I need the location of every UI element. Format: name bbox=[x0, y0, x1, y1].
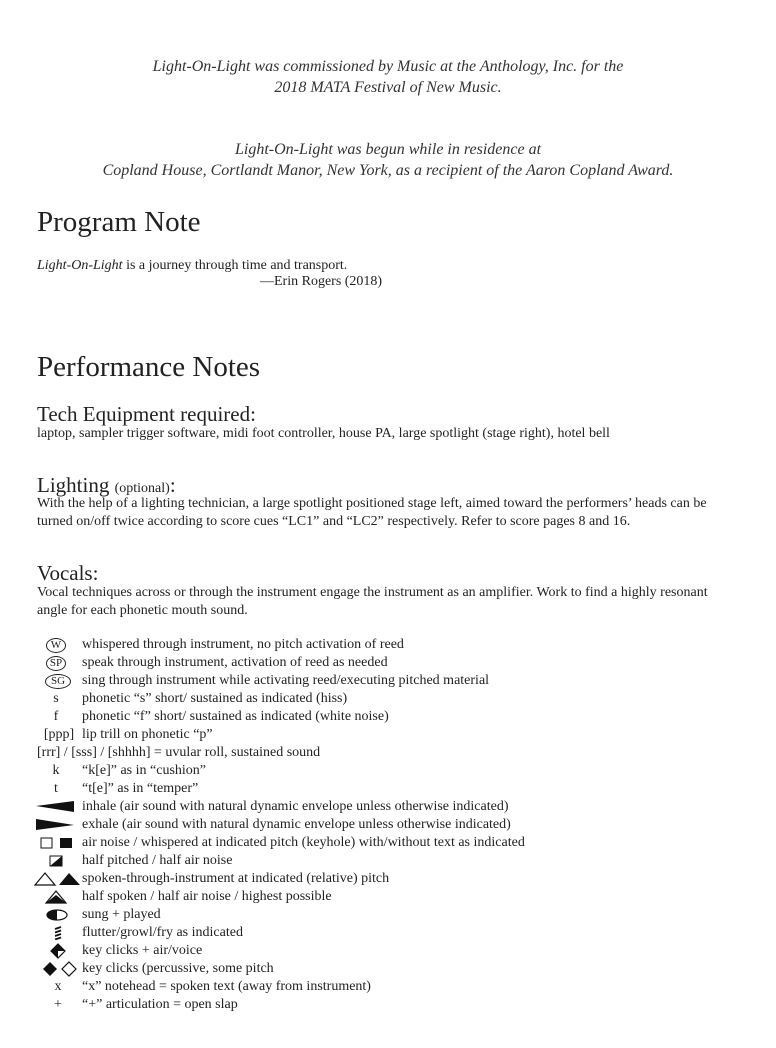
commission-line-1: Light-On-Light was commissioned by Music at the Anthology, Inc. for the bbox=[152, 58, 624, 75]
symbol-t: t bbox=[54, 781, 58, 796]
legend-text: “k[e]” as in “cushion” bbox=[82, 763, 206, 778]
legend-row bbox=[0, 726, 776, 744]
lighting-qualifier: (optional) bbox=[114, 481, 170, 496]
legend-text: spoken-through-instrument at indicated (relative) pitch bbox=[82, 871, 390, 886]
half-filled-square-icon bbox=[46, 852, 66, 870]
commission-line-2: 2018 MATA Festival of New Music. bbox=[274, 79, 502, 96]
performance-notes-heading: Performance Notes bbox=[37, 351, 261, 383]
legend-row bbox=[0, 978, 776, 996]
legend-row bbox=[0, 708, 776, 726]
symbol-x: x bbox=[54, 979, 62, 994]
symbol-s: s bbox=[53, 691, 59, 706]
lighting-text-2: turned on/off twice according to score cues “LC1” and “LC2” respectively. Refer to score pages 8 and 16. bbox=[37, 514, 631, 529]
air-noise-squares-icon bbox=[39, 834, 75, 852]
legend-text: flutter/growl/fry as indicated bbox=[82, 925, 243, 940]
lighting-colon: : bbox=[169, 473, 176, 497]
legend-row bbox=[0, 834, 776, 852]
half-filled-diamond-icon bbox=[48, 942, 68, 960]
residence-line-2: Copland House, Cortlandt Manor, New York, as a recipient of the Aaron Copland Award. bbox=[102, 162, 674, 179]
legend-row bbox=[0, 852, 776, 870]
program-note-text bbox=[37, 257, 347, 275]
legend-row bbox=[0, 636, 776, 654]
legend-row bbox=[0, 870, 776, 888]
program-note-body: is a journey through time and transport. bbox=[122, 258, 348, 273]
lighting-title: Lighting bbox=[37, 473, 110, 497]
legend-text: “+” articulation = open slap bbox=[82, 997, 238, 1012]
legend-row bbox=[0, 942, 776, 960]
legend-text: air noise / whispered at indicated pitch (keyhole) with/without text as indicated bbox=[82, 835, 525, 850]
legend-text: [rrr] / [sss] / [shhhh] = uvular roll, sustained sound bbox=[37, 745, 321, 760]
legend-text: whispered through instrument, no pitch activation of reed bbox=[82, 637, 404, 652]
legend-row bbox=[0, 672, 776, 690]
symbol-f: f bbox=[53, 709, 59, 724]
legend-row bbox=[0, 906, 776, 924]
legend-row bbox=[0, 960, 776, 978]
symbol-plus: + bbox=[54, 997, 62, 1012]
diamonds-icon bbox=[42, 960, 78, 978]
legend-text: “x” notehead = spoken text (away from instrument) bbox=[82, 979, 371, 994]
legend-row bbox=[0, 816, 776, 834]
legend-row bbox=[0, 798, 776, 816]
vocals-text-1: Vocal techniques across or through the instrument engage the instrument as an amplifier. Work to find a highly resonant bbox=[37, 585, 708, 600]
legend-row bbox=[0, 924, 776, 942]
legend-row bbox=[0, 762, 776, 780]
symbol-k: k bbox=[52, 763, 60, 778]
legend-text: lip trill on phonetic “p” bbox=[82, 727, 213, 742]
program-note-signature: —Erin Rogers (2018) bbox=[260, 274, 383, 289]
exhale-wedge-icon bbox=[36, 816, 76, 834]
tech-text: laptop, sampler trigger software, midi foot controller, house PA, large spotlight (stage right), hotel bell bbox=[37, 426, 610, 441]
legend-text: key clicks (percussive, some pitch bbox=[82, 961, 274, 976]
circled-sg-icon: SG bbox=[45, 674, 71, 689]
half-filled-triangle-icon bbox=[44, 888, 68, 906]
half-filled-oval-icon bbox=[44, 906, 70, 924]
legend-row bbox=[0, 888, 776, 906]
legend-row bbox=[0, 996, 776, 1014]
legend-text: sung + played bbox=[82, 907, 161, 922]
circled-w-icon: W bbox=[46, 638, 66, 653]
legend-text: exhale (air sound with natural dynamic envelope unless otherwise indicated) bbox=[82, 817, 511, 832]
program-note-title: Light-On-Light bbox=[37, 258, 123, 273]
legend-text: speak through instrument, activation of reed as needed bbox=[82, 655, 388, 670]
symbol-ppp: [ppp] bbox=[43, 727, 75, 742]
residence-line-1: Light-On-Light was begun while in residence at bbox=[234, 141, 542, 158]
legend-text: “t[e]” as in “temper” bbox=[82, 781, 199, 796]
tech-heading: Tech Equipment required: bbox=[37, 402, 256, 426]
triangles-icon bbox=[34, 870, 82, 888]
legend-row bbox=[0, 654, 776, 672]
program-note-heading: Program Note bbox=[37, 206, 201, 238]
legend-row bbox=[0, 780, 776, 798]
legend-text: key clicks + air/voice bbox=[82, 943, 203, 958]
flutter-slashes-icon bbox=[50, 924, 66, 942]
vocals-heading: Vocals: bbox=[37, 561, 99, 585]
legend-row bbox=[0, 744, 776, 762]
lighting-text-1: With the help of a lighting technician, a large spotlight positioned stage left, aimed toward the performers’ heads can be bbox=[37, 496, 707, 511]
legend-text: half pitched / half air noise bbox=[82, 853, 233, 868]
legend-text: half spoken / half air noise / highest possible bbox=[82, 889, 332, 904]
vocals-text-2: angle for each phonetic mouth sound. bbox=[37, 603, 248, 618]
inhale-wedge-icon bbox=[36, 798, 76, 816]
legend-text: phonetic “s” short/ sustained as indicated (hiss) bbox=[82, 691, 348, 706]
circled-sp-icon: SP bbox=[46, 656, 66, 671]
legend-text: phonetic “f” short/ sustained as indicated (white noise) bbox=[82, 709, 389, 724]
legend-row bbox=[0, 690, 776, 708]
legend-text: sing through instrument while activating reed/executing pitched material bbox=[82, 673, 490, 688]
legend-text: inhale (air sound with natural dynamic envelope unless otherwise indicated) bbox=[82, 799, 509, 814]
